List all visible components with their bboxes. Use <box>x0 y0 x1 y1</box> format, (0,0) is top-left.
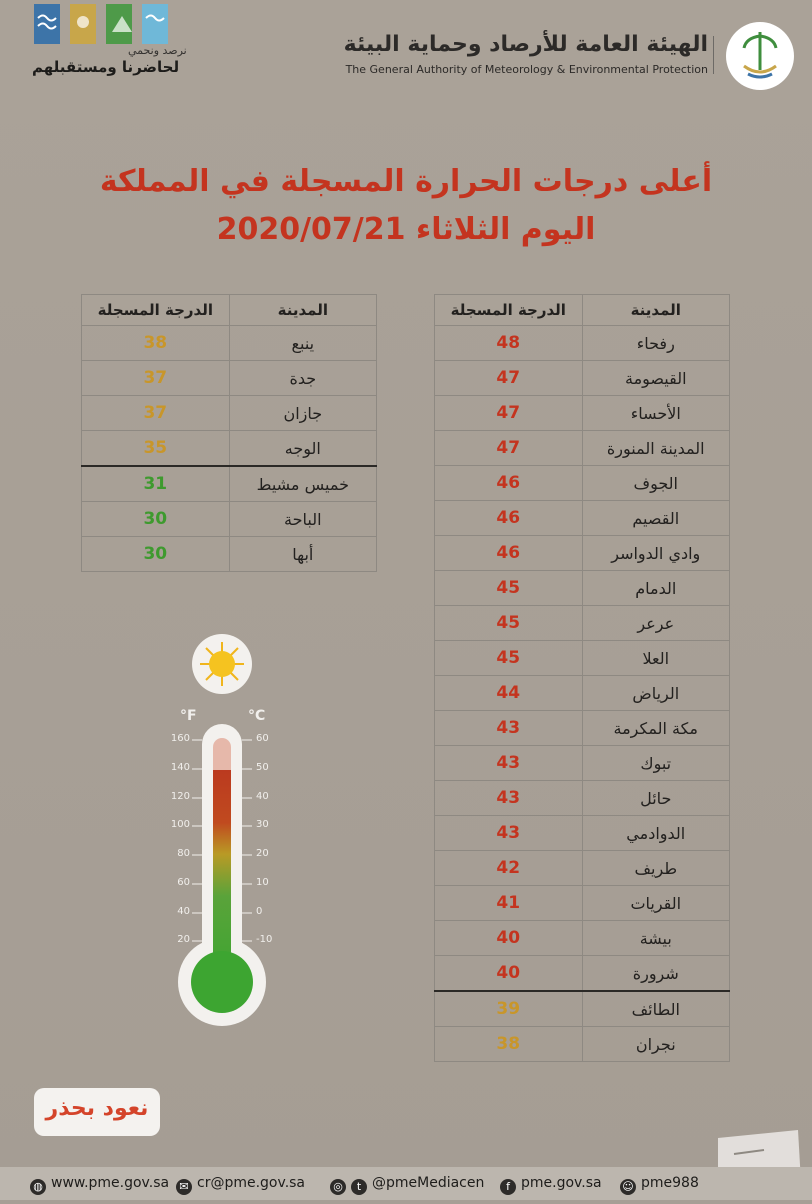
city-name: خميس مشيط <box>229 466 376 502</box>
table-row <box>82 537 377 572</box>
fahrenheit-unit: °F <box>180 708 197 724</box>
table-row <box>435 466 730 501</box>
scale-tick-label: 30 <box>256 819 269 830</box>
table-row <box>435 1027 730 1062</box>
city-name: القيصومة <box>582 361 729 396</box>
scale-tick-label: -10 <box>256 934 273 945</box>
city-name: الطائف <box>582 991 729 1027</box>
table-row <box>82 396 377 431</box>
campaign-badge-text: نعود بحذر <box>45 1096 149 1121</box>
temperature-value: 43 <box>435 746 583 781</box>
city-name: الوجه <box>229 431 376 467</box>
city-name: نجران <box>582 1027 729 1062</box>
snapchat-icon: ☺ <box>620 1179 636 1195</box>
footer-snapchat[interactable]: ☺ pme988 <box>620 1175 699 1195</box>
instagram-icon: ◎ <box>330 1179 346 1195</box>
table-row <box>435 886 730 921</box>
scale-tick-label: 50 <box>256 762 269 773</box>
temperature-value: 40 <box>435 921 583 956</box>
temperature-value: 46 <box>435 536 583 571</box>
scale-tick-label: 160 <box>170 733 190 744</box>
temperature-value: 46 <box>435 466 583 501</box>
page-subtitle-date: اليوم الثلاثاء 2020/07/21 <box>216 212 596 247</box>
temperature-value: 37 <box>82 396 230 431</box>
temperature-value: 41 <box>435 886 583 921</box>
table-row <box>435 326 730 361</box>
header-divider <box>713 36 714 74</box>
temperature-value: 44 <box>435 676 583 711</box>
city-name: أبها <box>229 537 376 572</box>
temperature-value: 31 <box>82 466 230 502</box>
org-name-english: The General Authority of Meteorology & Environmental Protection <box>345 63 708 76</box>
table-row <box>82 326 377 361</box>
city-name: ينبع <box>229 326 376 361</box>
scale-tick-label: 100 <box>170 819 190 830</box>
city-name: تبوك <box>582 746 729 781</box>
city-name: حائل <box>582 781 729 816</box>
city-name: الأحساء <box>582 396 729 431</box>
footer-bar <box>0 1167 812 1200</box>
temperature-value: 43 <box>435 711 583 746</box>
campaign-tagline-small: نرصد ونحمي <box>128 44 187 57</box>
temperature-value: 47 <box>435 431 583 466</box>
scale-tick-label: 140 <box>170 762 190 773</box>
table-row <box>82 431 377 467</box>
temperature-value: 47 <box>435 396 583 431</box>
temperature-value: 47 <box>435 361 583 396</box>
city-name: مكة المكرمة <box>582 711 729 746</box>
temperature-value: 40 <box>435 956 583 992</box>
col-header-temp: الدرجة المسجلة <box>82 295 230 326</box>
city-name: الرياض <box>582 676 729 711</box>
city-name: عرعر <box>582 606 729 641</box>
temperature-value: 38 <box>82 326 230 361</box>
col-header-city: المدينة <box>582 295 729 326</box>
city-name: القريات <box>582 886 729 921</box>
scale-tick-label: 60 <box>177 877 190 888</box>
city-name: المدينة المنورة <box>582 431 729 466</box>
table-row <box>435 956 730 992</box>
city-name: جدة <box>229 361 376 396</box>
temperature-value: 43 <box>435 781 583 816</box>
table-row <box>435 711 730 746</box>
city-name: وادي الدواسر <box>582 536 729 571</box>
celsius-unit: °C <box>248 708 266 724</box>
globe-icon: ◍ <box>30 1179 46 1195</box>
scale-tick-label: 40 <box>177 906 190 917</box>
temperature-value: 48 <box>435 326 583 361</box>
scale-tick-label: 20 <box>177 934 190 945</box>
table-row <box>435 641 730 676</box>
footer-social-handle[interactable]: ◎ t @pmeMediacen <box>330 1175 484 1195</box>
table-row <box>435 816 730 851</box>
temperature-value: 38 <box>435 1027 583 1062</box>
temperature-value: 45 <box>435 641 583 676</box>
scale-tick-label: 60 <box>256 733 269 744</box>
table-row <box>435 396 730 431</box>
table-row <box>435 921 730 956</box>
table-row <box>82 502 377 537</box>
col-header-temp: الدرجة المسجلة <box>435 295 583 326</box>
table-row <box>435 781 730 816</box>
table-row <box>82 466 377 502</box>
table-row <box>435 501 730 536</box>
scale-tick-label: 0 <box>256 906 263 917</box>
table-row <box>435 746 730 781</box>
temperature-value: 39 <box>435 991 583 1027</box>
temperature-value: 30 <box>82 537 230 572</box>
table-row <box>435 991 730 1027</box>
table-row <box>435 676 730 711</box>
campaign-badge <box>34 1088 160 1136</box>
footer-website[interactable]: ◍ www.pme.gov.sa <box>30 1175 169 1195</box>
temperature-value: 30 <box>82 502 230 537</box>
city-name: الدمام <box>582 571 729 606</box>
table-row <box>435 536 730 571</box>
page-title: أعلى درجات الحرارة المسجلة في المملكة <box>99 164 713 199</box>
table-row <box>435 571 730 606</box>
temperature-value: 45 <box>435 571 583 606</box>
city-name: الجوف <box>582 466 729 501</box>
city-name: رفحاء <box>582 326 729 361</box>
campaign-logo <box>34 4 174 48</box>
city-name: بيشة <box>582 921 729 956</box>
facebook-icon: f <box>500 1179 516 1195</box>
temperature-value: 35 <box>82 431 230 467</box>
thermometer-illustration <box>150 632 330 1042</box>
org-name-arabic: الهيئة العامة للأرصاد وحماية البيئة <box>343 32 708 57</box>
footer-facebook[interactable]: f pme.gov.sa <box>500 1175 602 1195</box>
scale-tick-label: 20 <box>256 848 269 859</box>
table-row <box>435 606 730 641</box>
table-row <box>435 851 730 886</box>
table-row <box>435 431 730 466</box>
city-name: الدوادمي <box>582 816 729 851</box>
col-header-city: المدينة <box>229 295 376 326</box>
table-row <box>82 361 377 396</box>
scale-tick-label: 120 <box>170 791 190 802</box>
city-name: جازان <box>229 396 376 431</box>
scale-tick-label: 10 <box>256 877 269 888</box>
temperature-table-right <box>434 294 730 1062</box>
temperature-value: 42 <box>435 851 583 886</box>
temperature-value: 46 <box>435 501 583 536</box>
pme-emblem-icon <box>726 22 794 90</box>
city-name: طريف <box>582 851 729 886</box>
twitter-icon: t <box>351 1179 367 1195</box>
temperature-value: 37 <box>82 361 230 396</box>
city-name: الباحة <box>229 502 376 537</box>
city-name: شرورة <box>582 956 729 992</box>
scale-tick-label: 80 <box>177 848 190 859</box>
temperature-table-left <box>81 294 377 572</box>
temperature-value: 45 <box>435 606 583 641</box>
city-name: القصيم <box>582 501 729 536</box>
mail-icon: ✉ <box>176 1179 192 1195</box>
campaign-tagline: لحاضرنا ومستقبلهم <box>32 58 180 76</box>
temperature-value: 43 <box>435 816 583 851</box>
footer-email[interactable]: ✉ cr@pme.gov.sa <box>176 1175 305 1195</box>
scale-tick-label: 40 <box>256 791 269 802</box>
city-name: العلا <box>582 641 729 676</box>
table-row <box>435 361 730 396</box>
